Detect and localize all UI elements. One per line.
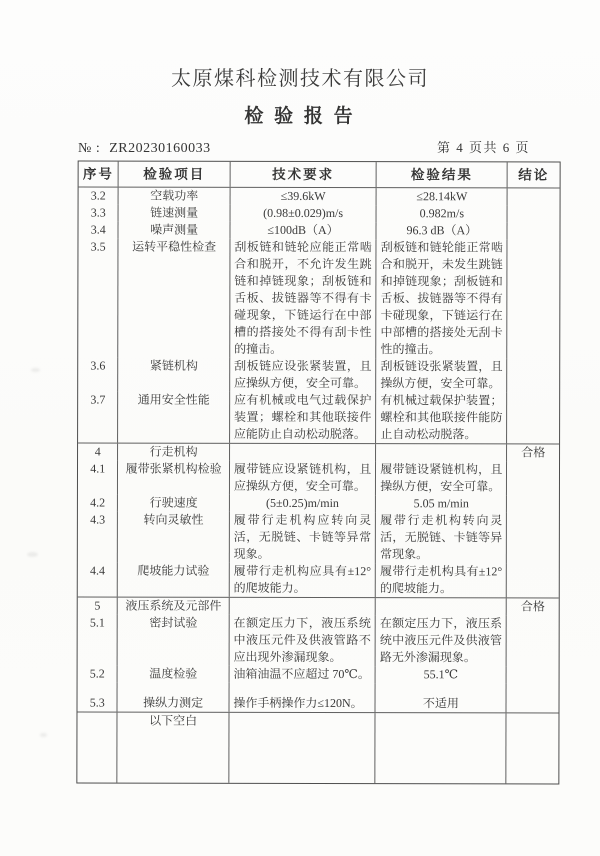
seq-cell: 3.5 bbox=[90, 239, 106, 254]
table-row bbox=[78, 443, 559, 461]
conclusion-cell bbox=[507, 205, 560, 222]
item-cell: 噪声测量 bbox=[118, 222, 229, 239]
result-cell: 不适用 bbox=[375, 683, 506, 712]
item-cell: 紧链机构 bbox=[118, 358, 229, 392]
result-cell: 履带行走机构转向灵活，无脱链、卡链等异常现象。 bbox=[375, 512, 506, 563]
seq-cell: 4.2 bbox=[90, 495, 106, 510]
column-header: 技术要求 bbox=[229, 162, 375, 187]
result-cell bbox=[375, 444, 506, 461]
conclusion-cell: 合格 bbox=[506, 444, 559, 461]
result-cell: 0.982m/s bbox=[376, 205, 507, 222]
item-cell: 温度检验 bbox=[117, 666, 228, 683]
requirement-cell bbox=[228, 713, 375, 783]
scan-speck bbox=[27, 552, 38, 557]
requirement-cell bbox=[229, 444, 375, 461]
seq-cell: 5.3 bbox=[89, 695, 105, 710]
column-header: 检验结果 bbox=[376, 162, 507, 187]
table-row bbox=[78, 391, 559, 443]
seq-cell: 5 bbox=[94, 598, 101, 613]
item-cell: 转向灵敏性 bbox=[117, 512, 229, 563]
table-row bbox=[78, 357, 559, 392]
seq-cell: 3.6 bbox=[90, 358, 106, 373]
table-row bbox=[77, 682, 558, 712]
table-row bbox=[78, 221, 559, 239]
seq-cell: 3.4 bbox=[90, 222, 106, 237]
table-section bbox=[77, 596, 558, 712]
conclusion-cell bbox=[507, 222, 560, 239]
requirement-cell bbox=[229, 598, 375, 615]
seq-cell: 4.1 bbox=[90, 461, 106, 476]
company-title: 太原煤科检测技术有限公司 bbox=[171, 68, 429, 90]
result-cell: 5.05 m/min bbox=[375, 495, 506, 512]
conclusion-cell bbox=[506, 495, 559, 512]
result-cell: 履带行走机构具有±12°的爬坡能力。 bbox=[375, 563, 506, 597]
table-section bbox=[78, 186, 560, 443]
conclusion-cell bbox=[506, 683, 559, 712]
table-row bbox=[78, 597, 559, 615]
item-cell: 运转平稳性检查 bbox=[118, 239, 230, 358]
seq-cell: 3.2 bbox=[90, 188, 106, 203]
item-cell: 履带张紧机构检验 bbox=[117, 461, 228, 495]
column-header: 序号 bbox=[82, 166, 114, 182]
conclusion-cell bbox=[506, 392, 559, 443]
result-cell: 55.1℃ bbox=[375, 666, 506, 683]
result-cell: 刮板链和链轮能正常啮合和脱开，未发生跳链和掉链现象；刮板链和舌板、拔链器等不得有卡碰现象，下链运行在中部槽的搭接处无刮卡性的撞击。 bbox=[375, 239, 506, 358]
result-cell: 刮板链设张紧装置，且操纵方便，安全可靠。 bbox=[375, 358, 506, 392]
seq-cell: 3.7 bbox=[90, 392, 106, 407]
table-section bbox=[78, 442, 559, 597]
table-row bbox=[79, 204, 560, 222]
scan-speck bbox=[31, 368, 40, 372]
item-cell: 通用安全性能 bbox=[118, 392, 230, 443]
requirement-cell: (0.98±0.029)m/s bbox=[229, 205, 375, 222]
item-cell: 爬坡能力试验 bbox=[117, 563, 228, 597]
table-row bbox=[78, 614, 559, 666]
requirement-cell: 在额定压力下，液压系统中液压元件及供液管路不应出现外渗漏现象。 bbox=[228, 615, 374, 666]
item-cell: 行驶速度 bbox=[117, 495, 228, 512]
column-header: 结论 bbox=[507, 162, 560, 187]
report-title: 检 验 报 告 bbox=[244, 106, 356, 127]
table-row bbox=[78, 562, 559, 597]
requirement-cell: (5±0.25)m/min bbox=[229, 495, 375, 512]
requirement-cell: 刮板链应设张紧装置，且应操纵方便，安全可靠。 bbox=[229, 358, 375, 392]
report-meta-row bbox=[78, 137, 558, 157]
result-cell: ≤28.14kW bbox=[376, 188, 507, 205]
conclusion-cell: 合格 bbox=[506, 598, 559, 615]
item-cell: 液压系统及元部件 bbox=[117, 598, 228, 615]
item-cell: 行走机构 bbox=[117, 444, 228, 461]
result-cell: 96.3 dB（A） bbox=[376, 222, 507, 239]
seq-cell: 5.2 bbox=[89, 666, 105, 681]
requirement-cell: ≤100dB（A） bbox=[229, 222, 375, 239]
table-row bbox=[77, 712, 558, 783]
conclusion-cell bbox=[507, 358, 560, 392]
table-row bbox=[78, 494, 559, 512]
scan-speck bbox=[40, 733, 47, 737]
item-cell: 密封试验 bbox=[117, 615, 229, 666]
table-row bbox=[78, 511, 559, 563]
result-cell: 有机械过载保护装置；螺栓和其他联接件能防止自动松动脱落。 bbox=[375, 392, 506, 443]
conclusion-cell bbox=[506, 666, 559, 683]
requirement-cell: 操作手柄操作力≤120N。 bbox=[228, 683, 374, 712]
result-cell bbox=[375, 598, 506, 615]
conclusion-cell bbox=[506, 461, 559, 495]
result-cell: 在额定压力下，液压系统中液压元件及供液管路无外渗漏现象。 bbox=[375, 615, 506, 666]
report-no-label: № : bbox=[78, 141, 101, 156]
table-row bbox=[78, 665, 559, 683]
requirement-cell: 履带行走机构应具有±12°的爬坡能力。 bbox=[229, 563, 375, 597]
table-row bbox=[78, 238, 559, 358]
conclusion-cell bbox=[506, 512, 559, 563]
seq-cell: 4.3 bbox=[90, 512, 106, 527]
requirement-cell: ≤39.6kW bbox=[229, 188, 375, 205]
item-cell: 链速测量 bbox=[118, 205, 229, 222]
conclusion-cell bbox=[507, 188, 560, 205]
seq-cell: 4 bbox=[94, 444, 101, 459]
conclusion-cell bbox=[506, 713, 559, 783]
table-section bbox=[77, 711, 558, 783]
table-row bbox=[79, 187, 560, 205]
seq-cell bbox=[77, 712, 117, 782]
page-number: 第 4 页共 6 页 bbox=[436, 140, 530, 155]
report-number bbox=[78, 141, 211, 157]
table-row bbox=[78, 460, 559, 495]
conclusion-cell bbox=[506, 563, 559, 597]
requirement-cell: 油箱油温不应超过 70℃。 bbox=[228, 666, 374, 683]
conclusion-cell bbox=[507, 239, 560, 358]
requirement-cell: 刮板链和链轮应能正常啮合和脱开，不允许发生跳链和掉链现象；刮板链和舌板、拔链器等不得有卡碰现象，下链运行在中部槽的搭接处不得有刮卡性的撞击。 bbox=[229, 239, 376, 358]
result-cell bbox=[375, 713, 506, 783]
seq-cell: 3.3 bbox=[90, 205, 106, 220]
requirement-cell: 应有机械或电气过载保护装置；螺栓和其他联接件应能防止自动松动脱落。 bbox=[229, 392, 375, 443]
item-cell: 以下空白 bbox=[117, 713, 229, 783]
requirement-cell: 履带行走机构应转向灵活，无脱链、卡链等异常现象。 bbox=[229, 512, 375, 563]
column-header: 检验项目 bbox=[118, 162, 229, 187]
item-cell: 空载功率 bbox=[118, 188, 229, 205]
inspection-table bbox=[76, 160, 560, 784]
report-no-value: ZR20230160033 bbox=[109, 141, 211, 156]
item-cell: 操纵力测定 bbox=[117, 683, 228, 712]
requirement-cell: 履带链应设紧链机构，且应操纵方便，安全可靠。 bbox=[229, 461, 375, 495]
seq-cell: 4.4 bbox=[89, 563, 106, 578]
conclusion-cell bbox=[506, 615, 559, 666]
seq-cell: 5.1 bbox=[89, 615, 105, 630]
result-cell: 履带链设紧链机构，且操纵方便，安全可靠。 bbox=[375, 461, 506, 495]
table-header-row bbox=[79, 161, 560, 187]
